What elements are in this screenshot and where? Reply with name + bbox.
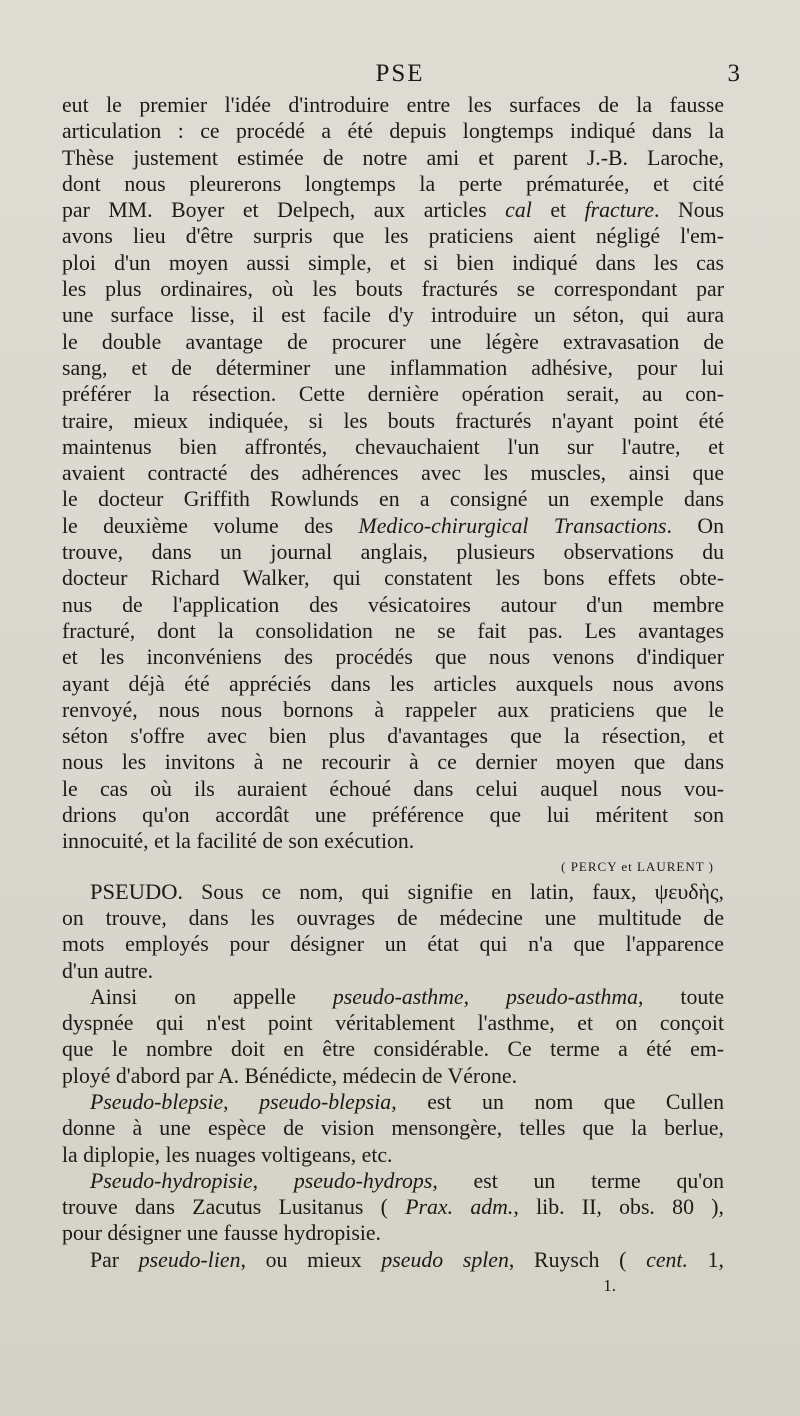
italic-term: pseudo splen [381,1247,509,1272]
page-body-text [62,92,724,1299]
italic-term: pseudo-blepsia [259,1089,392,1114]
text-line: les plus ordinaires, où les bouts fracturés se correspondant par [62,277,724,302]
page-header [60,60,740,92]
text-line: nous les invitons à ne recourir à ce dernier moyen que dans [62,750,724,775]
text-line: et les inconvéniens des procédés que nous venons d'indiquer [62,645,724,670]
text-line: le double avantage de procurer une légère extravasation de [62,329,724,354]
text-line: traire, mieux indiquée, si les bouts fracturés n'ayant point été [62,408,724,433]
text-line: le docteur Griffith Rowlunds en a consigné un exemple dans [62,487,724,512]
page-number: 3 [727,60,740,87]
italic-term: Pseudo-hydropisie [90,1168,253,1193]
text-line: ayant déjà été appréciés dans les articles auxquels nous avons [62,671,724,696]
text-line: séton s'offre avec bien plus d'avantages que la résection, et [62,724,724,749]
signature-mark: 1. [603,1276,616,1296]
text-line: Par pseudo-lien, ou mieux pseudo splen, Ruysch ( cent. 1, [90,1247,724,1272]
text-line: le cas où ils auraient échoué dans celui auquel nous vou- [62,776,724,801]
text-line: ployé d'abord par A. Bénédicte, médecin de Vérone. [62,1063,518,1088]
text-line: renvoyé, nous nous bornons à rappeler aux praticiens que le [62,697,724,722]
entry-heading-line: PSEUDO. Sous ce nom, qui signifie en latin, faux, ψευδὴς, [90,878,724,904]
text-line: préférer la résection. Cette dernière opération serait, au con- [62,382,724,407]
italic-term: pseudo-lien [138,1247,241,1272]
text-line: drions qu'on accordât une préférence que lui méritent son [62,803,724,828]
text-line: le deuxième volume des Medico-chirurgical Transactions. On [62,513,724,538]
text-line: Pseudo-hydropisie, pseudo-hydrops, est un terme qu'on [90,1168,724,1193]
text-line: eut le premier l'idée d'introduire entre les surfaces de la fausse [62,93,724,117]
text-line: dyspnée qui n'est point véritablement l'asthme, et on conçoit [62,1011,724,1036]
italic-term: cal [505,198,532,223]
text-line: fracturé, dont la consolidation ne se fait pas. Les avantages [62,618,724,643]
text-line: nus de l'application des vésicatoires autour d'un membre [62,592,724,617]
text-line: dont nous pleurerons longtemps la perte prématurée, et cité [62,171,724,196]
text-line: ploi d'un moyen aussi simple, et si bien indiqué dans les cas [62,250,724,275]
running-head: PSE [375,60,425,87]
text-line: la diplopie, les nuages voltigeans, etc. [62,1142,393,1167]
text-line: que le nombre doit en être considérable. Ce terme a été em- [62,1037,724,1062]
text-line: docteur Richard Walker, qui constatent les bons effets obte- [62,566,724,591]
text-line: trouve, dans un journal anglais, plusieurs observations du [62,540,724,565]
entry-headword: PSEUDO [90,878,178,904]
text-line: articulation : ce procédé a été depuis longtemps indiqué dans la [62,119,724,144]
italic-term: pseudo-asthma [506,984,639,1009]
text-line: avaient contracté des adhérences avec les muscles, ainsi que [62,461,724,486]
italic-term: pseudo-hydrops [293,1168,433,1193]
text-line: Pseudo-blepsie, pseudo-blepsia, est un nom que Cullen [90,1089,724,1114]
text-line: on trouve, dans les ouvrages de médecine une multitude de [62,905,724,930]
italic-citation: Prax. adm. [405,1195,514,1220]
italic-title: Medico-chirurgical Transactions [358,513,667,538]
text-line: par MM. Boyer et Delpech, aux articles cal et fracture. Nous [62,198,725,223]
text-line: mots employés pour désigner un état qui n'a que l'apparence [62,932,724,957]
author-signature: ( PERCY et LAURENT ) [561,858,714,874]
text-line: Ainsi on appelle pseudo-asthme, pseudo-asthma, toute [90,984,725,1009]
text-line: trouve dans Zacutus Lusitanus ( Prax. adm., lib. II, obs. 80 ), [62,1195,725,1220]
text-line: maintenus bien affrontés, chevauchaient l'un sur l'autre, et [62,434,724,459]
text-line: une surface lisse, il est facile d'y introduire un séton, qui aura [62,303,724,328]
italic-term: pseudo-asthme [332,984,464,1009]
text-line: sang, et de déterminer une inflammation adhésive, pour lui [62,355,724,380]
text-line: innocuité, et la facilité de son exécution. [62,829,415,854]
text-line: avons lieu d'être surpris que les praticiens aient négligé l'em- [62,224,724,249]
italic-term: fracture [584,198,655,223]
text-line: donne à une espèce de vision mensongère, telles que la berlue, [62,1116,724,1141]
italic-citation: cent. [646,1247,688,1272]
text-line: Thèse justement estimée de notre ami et parent J.-B. Laroche, [62,145,724,170]
italic-term: Pseudo-blepsie [90,1089,224,1114]
text-line: pour désigner une fausse hydropisie. [62,1221,382,1246]
text-line: d'un autre. [62,958,154,983]
